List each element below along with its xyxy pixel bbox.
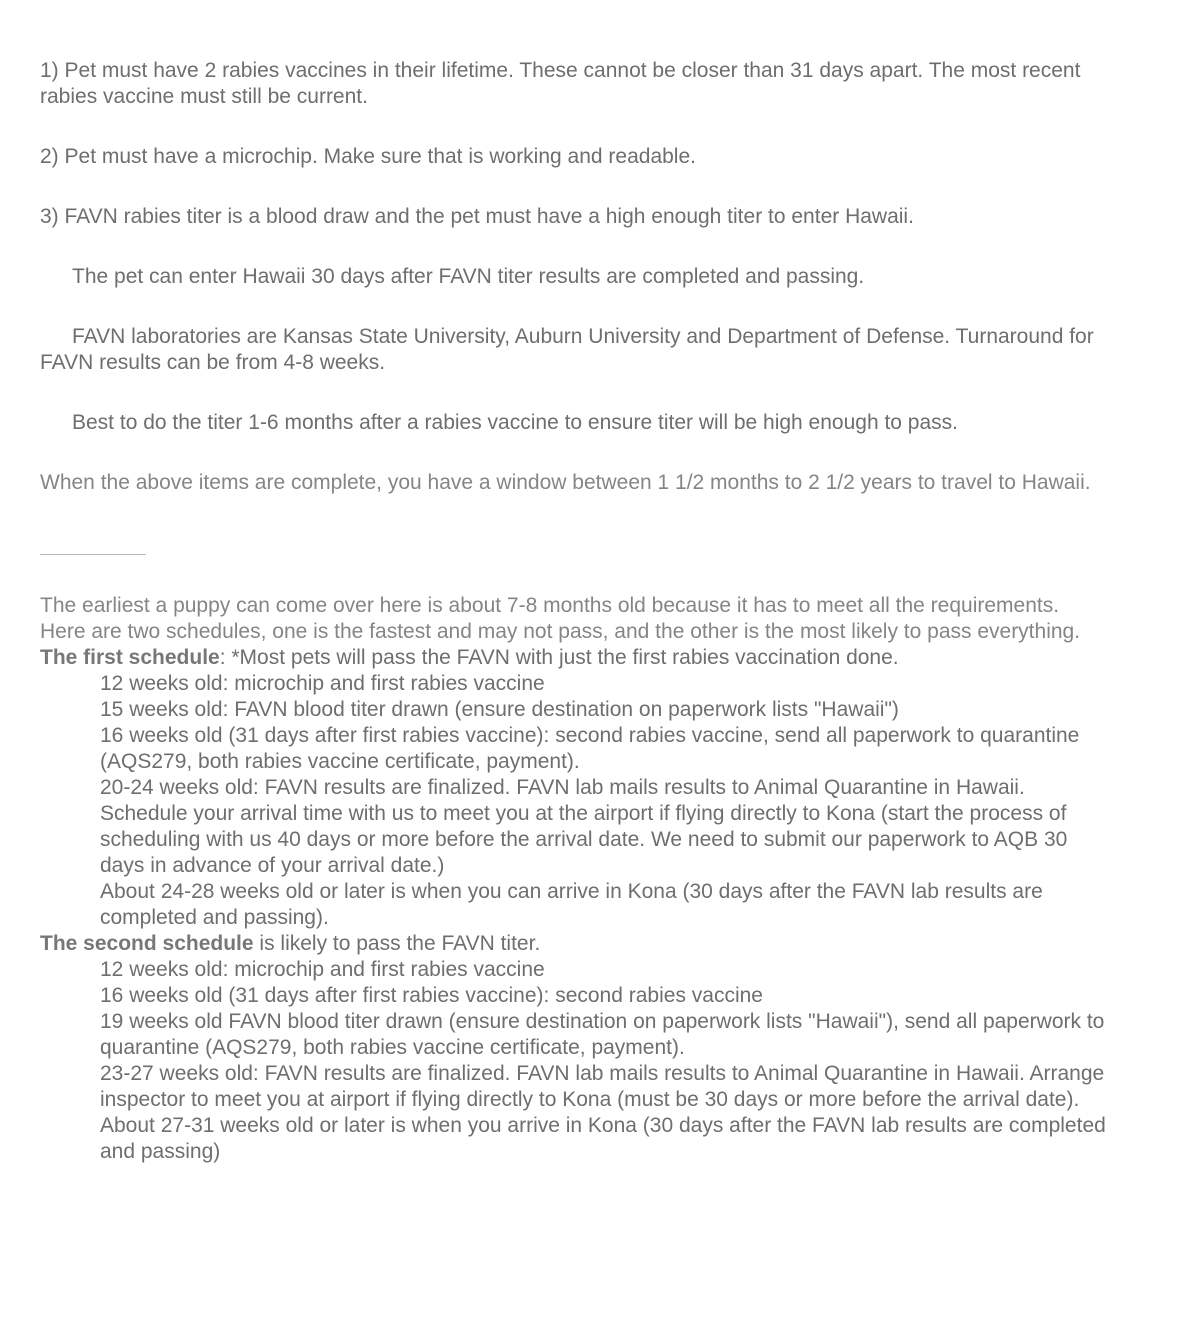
requirement-1: 1) Pet must have 2 rabies vaccines in their lifetime. These cannot be closer than 31 days apart. The most recent rabies vaccine must still be current. — [40, 59, 1081, 108]
travel-window-text: When the above items are complete, you have a window between 1 1/2 months to 2 1/2 years to travel to Hawaii. — [40, 471, 1091, 494]
note-entry-timing: The pet can enter Hawaii 30 days after FAVN titer results are completed and passing. — [72, 265, 865, 288]
second-schedule-step-1: 12 weeks old: microchip and first rabies vaccine — [100, 958, 545, 981]
document-page — [40, 58, 1110, 1165]
first-schedule-step-5: About 24-28 weeks old or later is when you can arrive in Kona (30 days after the FAVN lab results are completed and passing). — [100, 880, 1043, 929]
note-favn-labs: FAVN laboratories are Kansas State University, Auburn University and Department of Defense. Turnaround for FAVN results can be from 4-8 weeks. — [40, 325, 1094, 374]
second-schedule-text: is likely to pass the FAVN titer. — [253, 932, 541, 955]
first-schedule-step-2: 15 weeks old: FAVN blood titer drawn (ensure destination on paperwork lists "Hawaii") — [100, 698, 899, 721]
second-schedule-prefix: The — [40, 932, 84, 955]
first-schedule-label: The first schedule — [40, 646, 220, 669]
first-schedule-heading — [40, 645, 1110, 671]
second-schedule-heading — [40, 931, 1110, 957]
first-schedule-step-1: 12 weeks old: microchip and first rabies vaccine — [100, 672, 545, 695]
intro-two-schedules: Here are two schedules, one is the fastest and may not pass, and the other is the most likely to pass everything. — [40, 620, 1081, 643]
second-schedule-step-3: 19 weeks old FAVN blood titer drawn (ensure destination on paperwork lists "Hawaii"), send all paperwork to quarantine (AQS279, both rabies vaccine certificate, payment). — [100, 1010, 1105, 1059]
first-schedule-text: : *Most pets will pass the FAVN with just the first rabies vaccination done. — [219, 646, 899, 669]
note-titer-timing: Best to do the titer 1-6 months after a rabies vaccine to ensure titer will be high enough to pass. — [72, 411, 958, 434]
intro-earliest-age: The earliest a puppy can come over here is about 7-8 months old because it has to meet all the requirements. — [40, 594, 1060, 617]
second-schedule-step-5: About 27-31 weeks old or later is when you arrive in Kona (30 days after the FAVN lab results are completed and passing) — [100, 1114, 1106, 1163]
second-schedule-label: second schedule — [83, 932, 254, 955]
second-schedule-step-4: 23-27 weeks old: FAVN results are finalized. FAVN lab mails results to Animal Quarantine in Hawaii. Arrange inspector to meet you at airport if flying directly to Kona (must be 30 days or more before the arrival date). — [100, 1062, 1105, 1111]
section-divider — [40, 554, 146, 555]
first-schedule-step-4: 20-24 weeks old: FAVN results are finalized. FAVN lab mails results to Animal Quarantine in Hawaii. Schedule your arrival time with us to meet you at the airport if flying directly to Kona (start the process of scheduling with us 40 days or more before the arrival date. We need to submit our paperwork to AQB 30 days in advance of your arrival date.) — [100, 776, 1068, 877]
first-schedule-step-3: 16 weeks old (31 days after first rabies vaccine): second rabies vaccine, send all paperwork to quarantine (AQS279, both rabies vaccine certificate, payment). — [100, 724, 1080, 773]
requirement-3: 3) FAVN rabies titer is a blood draw and the pet must have a high enough titer to enter Hawaii. — [40, 205, 914, 228]
second-schedule-step-2: 16 weeks old (31 days after first rabies vaccine): second rabies vaccine — [100, 984, 763, 1007]
requirement-2: 2) Pet must have a microchip. Make sure that is working and readable. — [40, 145, 696, 168]
